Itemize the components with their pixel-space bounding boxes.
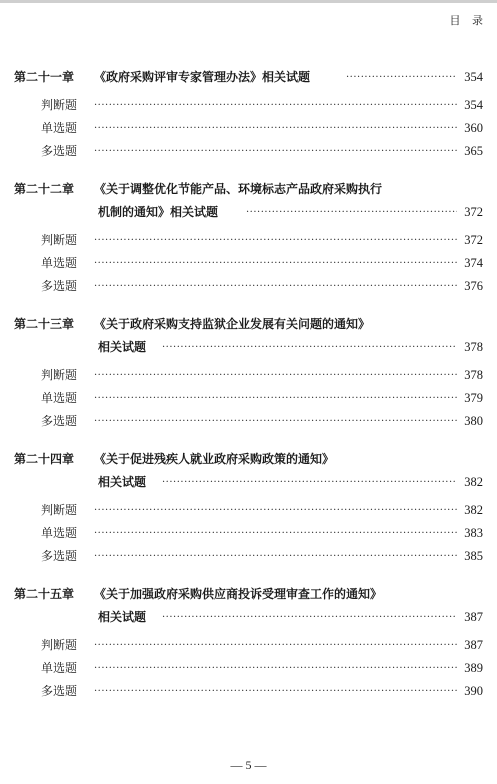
chapter-title: 《政府采购评审专家管理办法》相关试题 bbox=[94, 70, 311, 84]
chapter-entries bbox=[0, 634, 497, 703]
entry-label: 判断题 bbox=[41, 638, 78, 652]
chapter-page-number: 378 bbox=[464, 340, 483, 354]
entry-page-number: 390 bbox=[464, 684, 483, 698]
toc-entry bbox=[0, 229, 497, 252]
entry-page-number: 389 bbox=[464, 661, 483, 675]
chapter-title: 《关于加强政府采购供应商投诉受理审查工作的通知》 bbox=[94, 587, 383, 601]
dot-leader bbox=[94, 657, 457, 680]
entry-label: 多选题 bbox=[41, 414, 78, 428]
chapter-entries bbox=[0, 229, 497, 298]
entry-page-number: 365 bbox=[464, 144, 483, 158]
chapter-24 bbox=[0, 448, 497, 568]
toc-entry bbox=[0, 657, 497, 680]
toc-entry bbox=[0, 252, 497, 275]
chapter-page-number: 354 bbox=[464, 70, 483, 84]
chapter-heading bbox=[0, 448, 497, 471]
chapter-heading bbox=[0, 178, 497, 201]
toc-entry bbox=[0, 94, 497, 117]
dot-leader bbox=[94, 94, 457, 117]
entry-page-number: 383 bbox=[464, 526, 483, 540]
chapter-heading-continued bbox=[0, 336, 497, 359]
dot-leader bbox=[246, 201, 457, 224]
entry-page-number: 387 bbox=[464, 638, 483, 652]
chapter-entries bbox=[0, 364, 497, 433]
entry-label: 单选题 bbox=[41, 661, 78, 675]
chapter-title-continued: 机制的通知》相关试题 bbox=[98, 205, 219, 219]
chapter-heading bbox=[0, 313, 497, 336]
chapter-number: 第二十二章 bbox=[14, 182, 75, 196]
dot-leader bbox=[94, 545, 457, 568]
dot-leader bbox=[94, 499, 457, 522]
entry-label: 单选题 bbox=[41, 256, 78, 270]
running-header: 目 录 bbox=[449, 14, 487, 27]
chapter-25 bbox=[0, 583, 497, 703]
chapter-page-number: 387 bbox=[464, 610, 483, 624]
dot-leader bbox=[94, 634, 457, 657]
entry-label: 单选题 bbox=[41, 391, 78, 405]
entry-label: 多选题 bbox=[41, 549, 78, 563]
chapter-page-number: 382 bbox=[464, 475, 483, 489]
dot-leader bbox=[94, 410, 457, 433]
chapter-title: 《关于促进残疾人就业政府采购政策的通知》 bbox=[94, 452, 335, 466]
entry-page-number: 360 bbox=[464, 121, 483, 135]
toc-entry bbox=[0, 634, 497, 657]
entry-label: 判断题 bbox=[41, 368, 78, 382]
dot-leader bbox=[162, 471, 457, 494]
chapter-number: 第二十四章 bbox=[14, 452, 75, 466]
toc-entry bbox=[0, 387, 497, 410]
toc-entry bbox=[0, 140, 497, 163]
entry-page-number: 385 bbox=[464, 549, 483, 563]
chapter-heading bbox=[0, 66, 497, 89]
toc-entry bbox=[0, 410, 497, 433]
chapter-number: 第二十五章 bbox=[14, 587, 75, 601]
chapter-23 bbox=[0, 313, 497, 433]
chapter-heading-continued bbox=[0, 606, 497, 629]
entry-label: 多选题 bbox=[41, 684, 78, 698]
dot-leader bbox=[94, 387, 457, 410]
entry-page-number: 354 bbox=[464, 98, 483, 112]
entry-page-number: 376 bbox=[464, 279, 483, 293]
chapter-title-continued: 相关试题 bbox=[98, 475, 147, 489]
entry-label: 判断题 bbox=[41, 503, 78, 517]
dot-leader bbox=[94, 229, 457, 252]
dot-leader bbox=[94, 140, 457, 163]
entry-page-number: 382 bbox=[464, 503, 483, 517]
chapter-22 bbox=[0, 178, 497, 298]
entry-label: 单选题 bbox=[41, 526, 78, 540]
toc-entry bbox=[0, 545, 497, 568]
chapter-title-continued: 相关试题 bbox=[98, 610, 147, 624]
entry-label: 多选题 bbox=[41, 144, 78, 158]
dot-leader bbox=[94, 522, 457, 545]
toc-entry bbox=[0, 499, 497, 522]
entry-page-number: 374 bbox=[464, 256, 483, 270]
entry-label: 单选题 bbox=[41, 121, 78, 135]
chapter-title: 《关于调整优化节能产品、环境标志产品政府采购执行 bbox=[94, 182, 383, 196]
entry-page-number: 372 bbox=[464, 233, 483, 247]
toc-entry bbox=[0, 275, 497, 298]
dot-leader bbox=[346, 66, 457, 89]
toc-entry bbox=[0, 117, 497, 140]
entry-page-number: 380 bbox=[464, 414, 483, 428]
chapter-21 bbox=[0, 66, 497, 163]
chapter-heading bbox=[0, 583, 497, 606]
chapter-heading-continued bbox=[0, 201, 497, 224]
toc-entry bbox=[0, 522, 497, 545]
chapter-entries bbox=[0, 94, 497, 163]
chapter-entries bbox=[0, 499, 497, 568]
toc-entry bbox=[0, 364, 497, 387]
dot-leader bbox=[94, 364, 457, 387]
entry-page-number: 379 bbox=[464, 391, 483, 405]
dot-leader bbox=[162, 606, 457, 629]
entry-label: 判断题 bbox=[41, 233, 78, 247]
chapter-number: 第二十一章 bbox=[14, 70, 75, 84]
chapter-number: 第二十三章 bbox=[14, 317, 75, 331]
chapter-heading-continued bbox=[0, 471, 497, 494]
entry-label: 判断题 bbox=[41, 98, 78, 112]
page-footer-number: — 5 — bbox=[230, 758, 267, 772]
entry-label: 多选题 bbox=[41, 279, 78, 293]
dot-leader bbox=[94, 117, 457, 140]
toc-entry bbox=[0, 680, 497, 703]
dot-leader bbox=[162, 336, 457, 359]
chapter-title-continued: 相关试题 bbox=[98, 340, 147, 354]
dot-leader bbox=[94, 275, 457, 298]
dot-leader bbox=[94, 252, 457, 275]
entry-page-number: 378 bbox=[464, 368, 483, 382]
dot-leader bbox=[94, 680, 457, 703]
table-of-contents bbox=[0, 66, 497, 718]
chapter-title: 《关于政府采购支持监狱企业发展有关问题的通知》 bbox=[94, 317, 371, 331]
chapter-page-number: 372 bbox=[464, 205, 483, 219]
page-top-edge bbox=[0, 0, 497, 3]
